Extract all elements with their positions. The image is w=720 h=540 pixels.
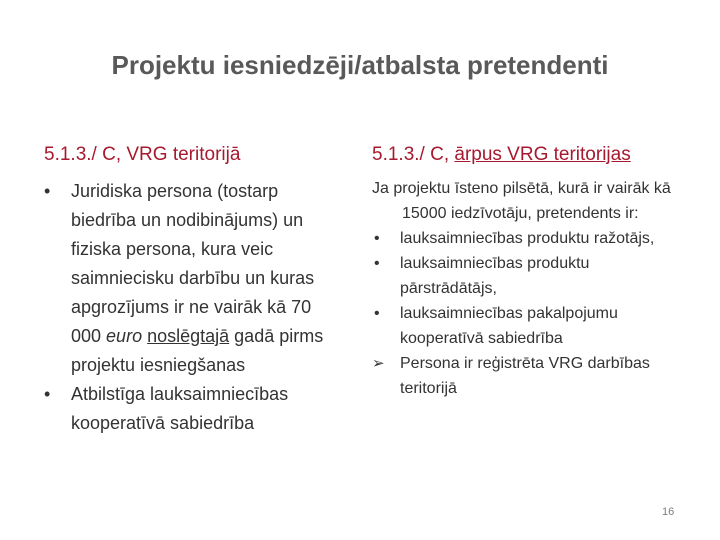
list-item <box>372 226 682 251</box>
page-number: 16 <box>662 506 675 518</box>
item-text: lauksaimniecības produktu pārstrādātājs, <box>400 255 590 297</box>
item-text: lauksaimniecības pakalpojumu kooperatīvā sabiedrība <box>400 305 618 347</box>
item-text: lauksaimniecības produktu ražotājs, <box>400 230 655 247</box>
list-item <box>372 301 682 351</box>
right-bullet-list <box>372 226 682 401</box>
item-italic-text: euro <box>106 326 143 346</box>
item-text-end: gadā pirms projektu iesniegšanas <box>71 326 324 375</box>
bullet-icon: • <box>374 305 380 322</box>
list-item <box>44 177 344 380</box>
arrow-bullet-icon: ➢ <box>372 355 385 372</box>
bullet-icon: • <box>44 181 51 201</box>
list-item <box>372 351 682 401</box>
item-text: Juridiska persona (tostarp biedrība un nodibinājums) un fiziska persona, kura veic saimniecisku darbību un kuras apgrozījums ir ne vairāk kā 70 000 <box>71 181 315 346</box>
right-heading-underlined: ārpus VRG teritorijas <box>454 144 631 165</box>
left-column-heading: 5.1.3./ C, VRG teritorijā <box>44 144 241 165</box>
right-column-body <box>372 176 682 401</box>
right-heading-prefix: 5.1.3./ C, <box>372 144 455 165</box>
bullet-icon: • <box>44 384 51 404</box>
list-item <box>44 380 344 438</box>
slide-title: Projektu iesniedzēji/atbalsta pretendenti <box>111 50 609 80</box>
bullet-icon: • <box>374 255 380 272</box>
item-text: Atbilstīga lauksaimniecības kooperatīvā sabiedrība <box>71 384 289 433</box>
list-item <box>372 251 682 301</box>
right-column-heading <box>372 144 631 166</box>
item-underlined-text: noslēgtajā <box>147 326 230 346</box>
left-bullet-list <box>44 177 344 438</box>
bullet-icon: • <box>374 230 380 247</box>
item-text: Persona ir reģistrēta VRG darbības teritorijā <box>400 355 650 397</box>
right-intro-text: Ja projektu īsteno pilsētā, kurā ir vairāk kā 15000 iedzīvotāju, pretendents ir: <box>372 180 671 222</box>
